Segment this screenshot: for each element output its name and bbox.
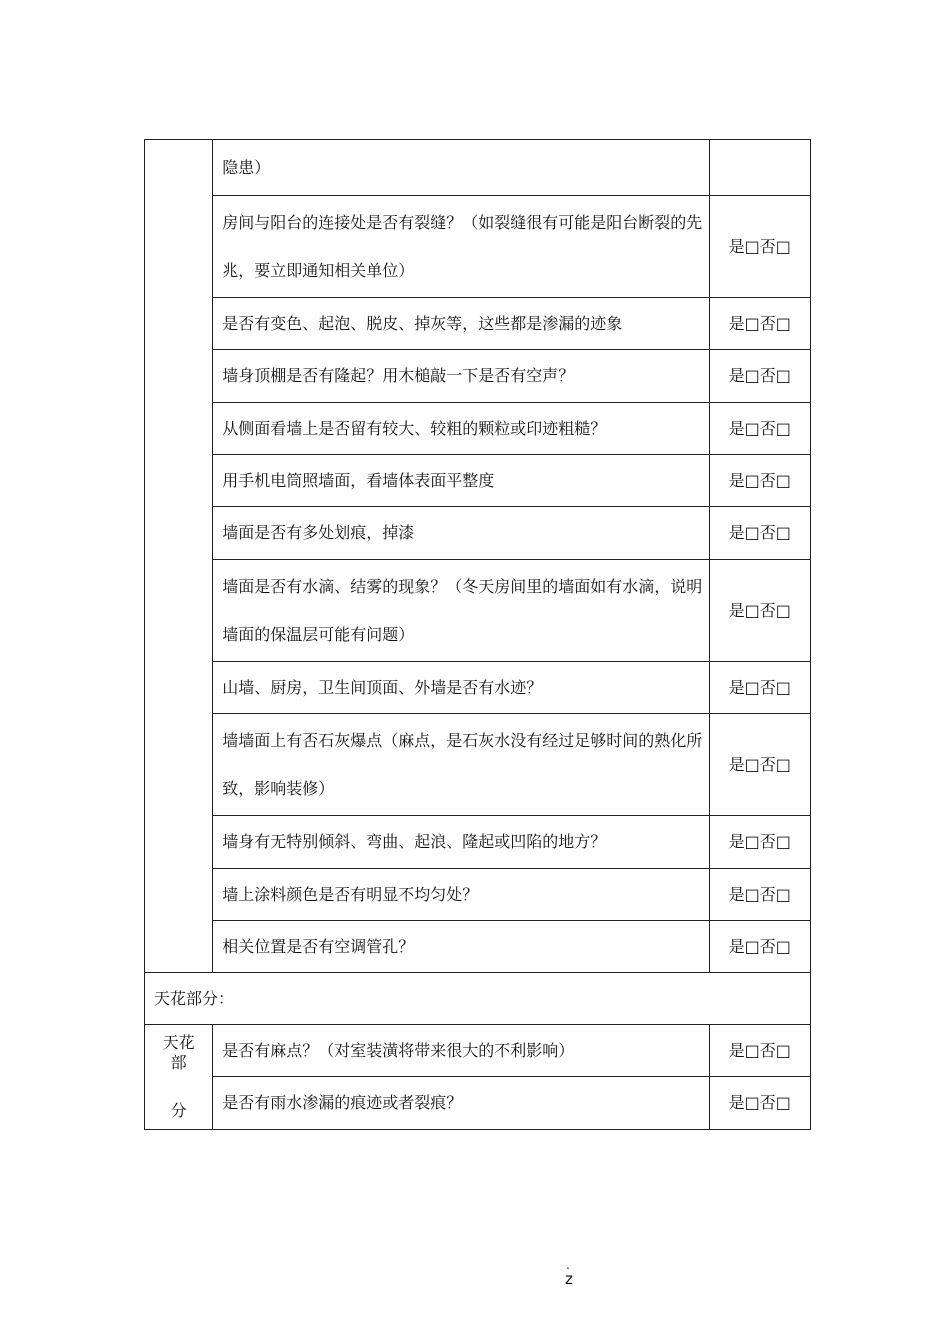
table-row <box>145 560 811 662</box>
item-cell: 墙身顶棚是否有隆起？用木槌敲一下是否有空声？ <box>213 350 709 403</box>
item-cell: 墙上涂料颜色是否有明显不均匀处？ <box>213 869 709 921</box>
yes-no-checkbox-pair[interactable]: 是□否□ <box>709 196 810 298</box>
table-row <box>145 196 811 298</box>
table-row <box>145 714 811 816</box>
table-row <box>145 455 811 507</box>
wall-category-cell <box>145 140 213 973</box>
category-label-line: 部 <box>170 1053 187 1072</box>
answer-cell <box>709 140 810 196</box>
yes-no-checkbox-pair[interactable]: 是□否□ <box>709 1025 810 1077</box>
item-cell: 墙面是否有多处划痕，掉漆 <box>213 507 709 560</box>
item-cell: 墙墙面上有否石灰爆点（麻点，是石灰水没有经过足够时间的熟化所致，影响装修） <box>213 714 709 816</box>
inspection-checklist-table <box>144 139 811 1130</box>
table-row <box>145 921 811 973</box>
item-cell: 用手机电筒照墙面，看墙体表面平整度 <box>213 455 709 507</box>
ceiling-category-cell <box>145 1025 213 1130</box>
table-row <box>145 1077 811 1130</box>
yes-no-checkbox-pair[interactable]: 是□否□ <box>709 714 810 816</box>
item-cell: 从侧面看墙上是否留有较大、较粗的颗粒或印迹粗糙？ <box>213 403 709 455</box>
section-header-row <box>145 973 811 1025</box>
yes-no-checkbox-pair[interactable]: 是□否□ <box>709 403 810 455</box>
table-row <box>145 662 811 714</box>
item-cell: 是否有雨水渗漏的痕迹或者裂痕？ <box>213 1077 709 1130</box>
table-row <box>145 816 811 869</box>
table-row <box>145 140 811 196</box>
yes-no-checkbox-pair[interactable]: 是□否□ <box>709 298 810 350</box>
item-cell: 山墙、厨房，卫生间顶面、外墙是否有水迹？ <box>213 662 709 714</box>
item-cell: 墙面是否有水滴、结雾的现象？（冬天房间里的墙面如有水滴，说明墙面的保温层可能有问题） <box>213 560 709 662</box>
yes-no-checkbox-pair[interactable]: 是□否□ <box>709 455 810 507</box>
yes-no-checkbox-pair[interactable]: 是□否□ <box>709 869 810 921</box>
table-row <box>145 869 811 921</box>
table-row <box>145 298 811 350</box>
item-cell: 相关位置是否有空调管孔？ <box>213 921 709 973</box>
item-cell: 隐患） <box>213 140 709 196</box>
yes-no-checkbox-pair[interactable]: 是□否□ <box>709 816 810 869</box>
table-row <box>145 507 811 560</box>
table-row <box>145 1025 811 1077</box>
ceiling-section-header: 天花部分： <box>145 973 811 1025</box>
item-cell: 墙身有无特别倾斜、弯曲、起浪、隆起或凹陷的地方？ <box>213 816 709 869</box>
item-cell: 房间与阳台的连接处是否有裂缝？（如裂缝很有可能是阳台断裂的先兆，要立即通知相关单位） <box>213 196 709 298</box>
category-label-line: 天花 <box>162 1033 195 1052</box>
table-row <box>145 403 811 455</box>
table-row <box>145 350 811 403</box>
footer-page-mark: z <box>565 1270 573 1288</box>
item-cell: 是否有变色、起泡、脱皮、掉灰等，这些都是渗漏的迹象 <box>213 298 709 350</box>
yes-no-checkbox-pair[interactable]: 是□否□ <box>709 1077 810 1130</box>
yes-no-checkbox-pair[interactable]: 是□否□ <box>709 921 810 973</box>
yes-no-checkbox-pair[interactable]: 是□否□ <box>709 560 810 662</box>
yes-no-checkbox-pair[interactable]: 是□否□ <box>709 662 810 714</box>
footer-dot: . <box>566 1258 570 1272</box>
category-label-line: 分 <box>170 1101 187 1120</box>
yes-no-checkbox-pair[interactable]: 是□否□ <box>709 350 810 403</box>
item-cell: 是否有麻点？（对室装潢将带来很大的不利影响） <box>213 1025 709 1077</box>
yes-no-checkbox-pair[interactable]: 是□否□ <box>709 507 810 560</box>
